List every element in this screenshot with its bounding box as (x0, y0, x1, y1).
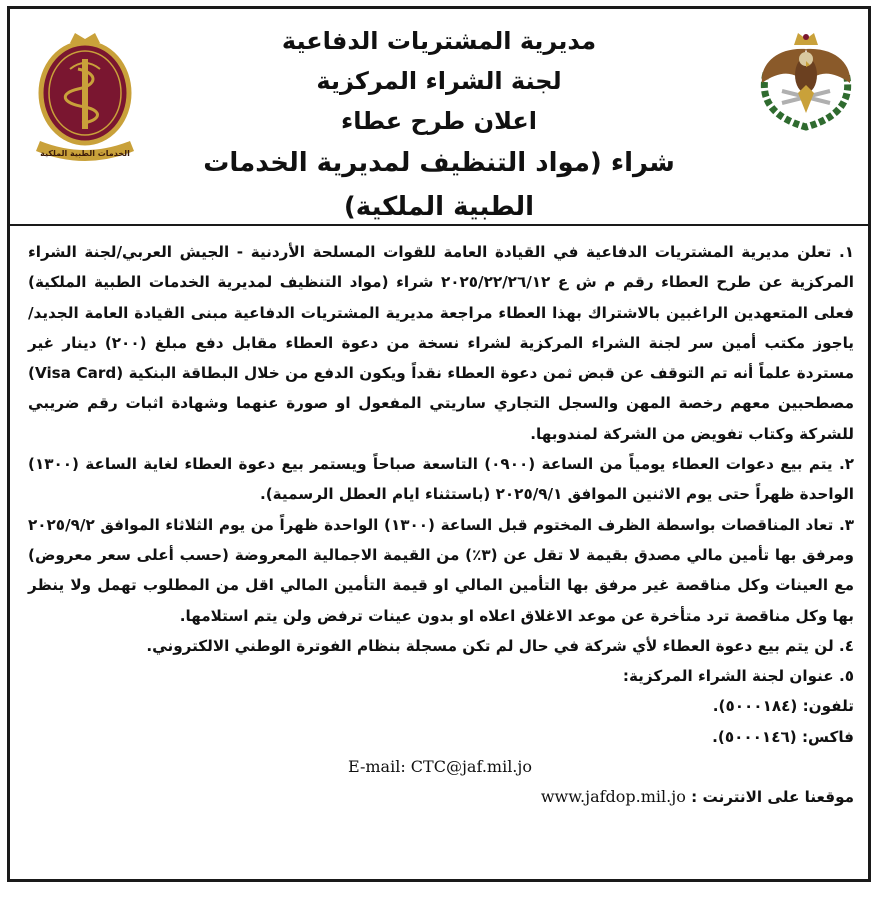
tender-announcement-title: اعلان طرح عطاء (341, 107, 537, 135)
advertisement-frame (7, 6, 871, 882)
title-block (160, 21, 718, 229)
email-line: E-mail: CTC@jaf.mil.jo (348, 757, 532, 777)
website-line (28, 782, 854, 812)
clause-4: ٤. لن يتم بيع دعوة العطاء لأي شركة في حال لم تكن مسجلة بنظام الفوترة الوطني الالكتروني. (146, 636, 854, 655)
announcement-body (28, 237, 854, 813)
header (10, 9, 868, 226)
clause-3: ٣. تعاد المناقصات بواسطة الظرف المختوم قبل الساعة (١٣٠٠) الواحدة ظهراً من يوم الثلاثاء الموافق ٢٠٢٥/٩/٢ ومرفق بها تأمين مالي مصدق بقيمة لا تقل عن (٣٪) من القيمة الاجمالية المعروضة (حسب أعلى سعر معروض) مع العينات وكل مناقصة غير مرفق بها التأمين المالي او قيمة التأمين المالي اقل من المطلوب تهمل ولا ينظر بها وكل مناقصة ترد متأخرة عن موعد الاغلاق اعلاه او بدون عينات ترفض ولن يتم استلامها. (28, 515, 854, 625)
tender-subject-title: شراء (مواد التنظيف لمديرية الخدمات الطبية الملكية) (203, 148, 675, 222)
phone-line: تلفون: (٥٠٠٠١٨٤). (712, 697, 854, 716)
emblem-caption: الخدمات الطبية الملكية (40, 149, 130, 158)
fax-line: فاكس: (٥٠٠٠١٤٦). (712, 727, 854, 746)
medical-services-emblem-icon (30, 29, 140, 169)
committee-title: لجنة الشراء المركزية (316, 67, 562, 95)
clause-1: ١. تعلن مديرية المشتريات الدفاعية في القيادة العامة للقوات المسلحة الأردنية - الجيش العربي/لجنة الشراء المركزية عن طرح العطاء رقم م ش ع ٢٠٢٥/٢٢/٢٦/١٢ شراء (مواد التنظيف لمديرية الخدمات الطبية الملكية) فعلى المتعهدين الراغبين بالاشتراك بهذا العطاء مراجعة مديرية المشتريات الدفاعية مبنى القيادة العامة الجديد/ياجوز مكتب أمين سر لجنة الشراء المركزية لشراء نسخة من دعوة العطاء مقابل دفع مبلغ (٢٠٠) دينار غير مستردة علماً أنه تم التوقف عن قبض ثمن دعوة العطاء نقداً ويكون الدفع من خلال البطاقة البنكية (Visa Card) مصطحبين معهم رخصة المهن والسجل التجاري ساريتي المفعول او صورة عنهما وشهادة اثبات رقم ضريبي للشركة وكتاب تفويض من الشركة لمندوبها. (28, 243, 854, 443)
clause-2: ٢. يتم بيع دعوات العطاء يومياً من الساعة (٠٩٠٠) التاسعة صباحاً ويستمر بيع دعوة العطاء لغاية الساعة (١٣٠٠) الواحدة ظهراً حتى يوم الاثنين الموافق ٢٠٢٥/٩/١ (باستثناء ايام العطل الرسمية). (28, 455, 854, 504)
directorate-title: مديرية المشتريات الدفاعية (281, 27, 597, 55)
website-url: www.jafdop.mil.jo (540, 787, 686, 807)
jordan-armed-forces-emblem-icon (746, 23, 856, 163)
clause-5: ٥. عنوان لجنة الشراء المركزية: (622, 667, 854, 686)
website-label: موقعنا على الانترنت : (691, 788, 854, 807)
